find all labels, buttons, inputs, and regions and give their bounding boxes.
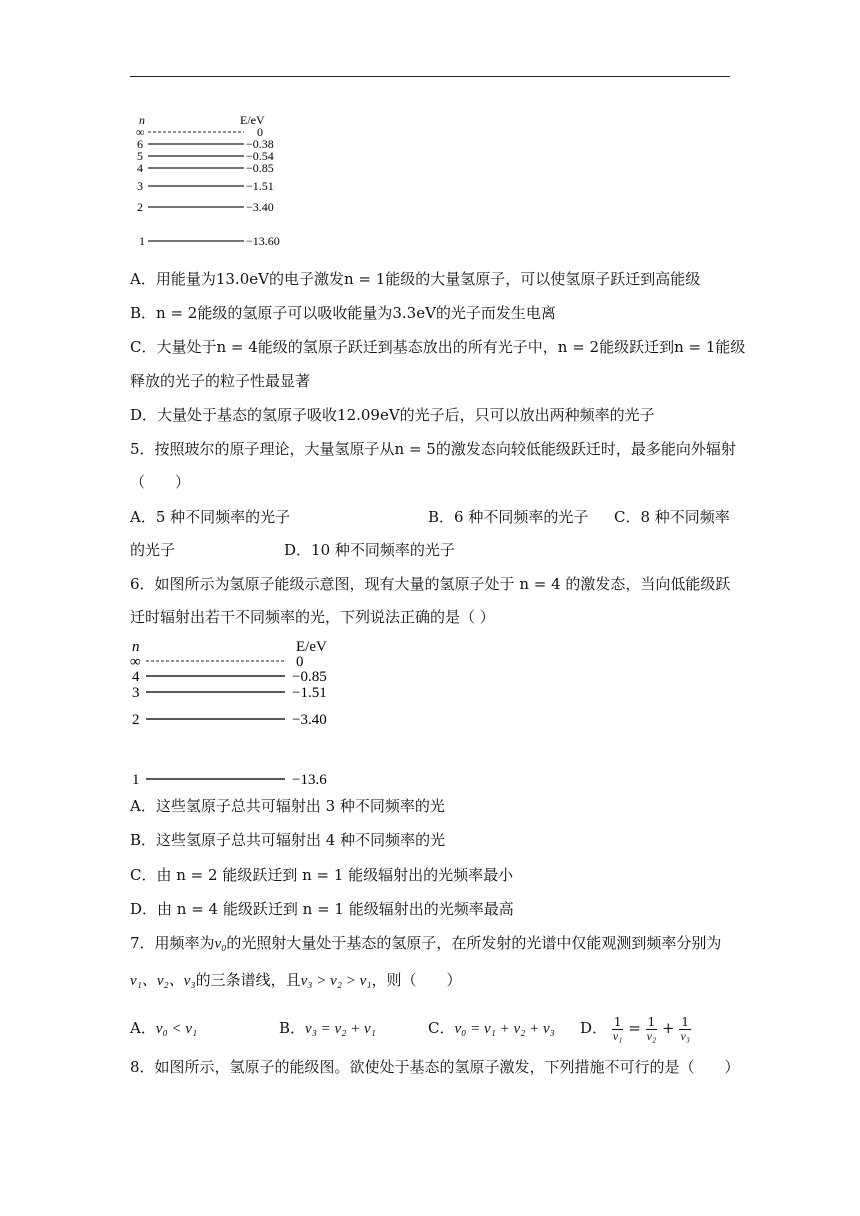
level-e-4: −0.85: [292, 669, 327, 685]
nu-symbols: ν₁、ν₂、ν₃: [130, 973, 196, 989]
denominator: ν₃: [680, 1028, 690, 1043]
nu-inequality: ν₃ > ν₂ > ν₁: [300, 973, 372, 989]
level-e-4: −0.85: [246, 161, 274, 175]
energy-level-diagram-2: [130, 634, 360, 790]
q5-stem-line2: （ ）: [130, 473, 191, 491]
plus-sign: +: [662, 1019, 675, 1037]
q7-stem-text-a: 7．用频率为: [130, 934, 215, 952]
q5-option-c-line1: C．8 种不同频率: [614, 508, 730, 526]
q7-option-c: [428, 1018, 555, 1039]
q5-option-b: B．6 种不同频率的光子: [428, 508, 589, 526]
n-axis-label: n: [132, 639, 140, 655]
q7-option-d: [580, 1010, 691, 1046]
level-e-inf: 0: [257, 125, 263, 139]
q6-option-b: B．这些氢原子总共可辐射出 4 种不同频率的光: [130, 831, 446, 849]
denominator: ν₂: [646, 1028, 657, 1043]
q5-option-d: D．10 种不同频率的光子: [284, 541, 455, 559]
q6-option-d: D．由 n = 4 能级跃迁到 n = 1 能级辐射出的光频率最高: [130, 900, 514, 918]
q6-option-a: A．这些氢原子总共可辐射出 3 种不同频率的光: [130, 797, 445, 815]
q7-stem-line2: [130, 970, 462, 991]
q7-formula-b: ν₃ = ν₂ + ν₁: [305, 1021, 376, 1037]
q7-stem-text-d: ，则（ ）: [371, 971, 462, 989]
q4-option-c-line1: C．大量处于n = 4能级的氢原子跃迁到基态放出的所有光子中，n = 2能级跃迁到n = 1能级: [130, 338, 746, 356]
level-e-1: −13.6: [292, 772, 327, 788]
q4-option-c-line2: 释放的光子的粒子性最显著: [130, 372, 311, 390]
level-e-2: −3.40: [292, 712, 327, 728]
q4-option-a: A．用能量为13.0eV的电子激发n = 1能级的大量氢原子，可以使氢原子跃迁到高能级: [130, 270, 701, 288]
level-e-inf: 0: [296, 654, 304, 670]
q8-stem: 8．如图所示，氢原子的能级图。欲使处于基态的氢原子激发，下列措施不可行的是（ ）: [130, 1058, 740, 1076]
equals-sign: =: [628, 1019, 641, 1037]
level-n-1: 1: [132, 772, 140, 788]
fraction-1-over-nu2: [646, 1016, 658, 1043]
level-e-5: −0.54: [246, 149, 274, 163]
option-label: A．: [130, 1019, 156, 1037]
level-n-inf: ∞: [130, 654, 141, 670]
level-e-2: −3.40: [246, 200, 274, 214]
level-e-1: −13.60: [246, 234, 280, 248]
energy-axis-label: E/eV: [296, 639, 327, 655]
q4-option-d: D．大量处于基态的氢原子吸收12.09eV的光子后，只可以放出两种频率的光子: [130, 406, 655, 424]
energy-level-diagram-1: [130, 110, 330, 252]
option-label: C．: [428, 1019, 455, 1037]
n-axis-label: n: [139, 113, 145, 127]
level-n-4: 4: [137, 161, 143, 175]
q7-stem-text-b: 的光照射大量处于基态的氢原子，在所发射的光谱中仅能观测到频率分别为: [226, 934, 722, 952]
q5-option-c-line2: 的光子: [130, 541, 176, 559]
q6-option-c: C．由 n = 2 能级跃迁到 n = 1 能级辐射出的光频率最小: [130, 866, 514, 884]
q5-stem-line1: 5．按照玻尔的原子理论，大量氢原子从n = 5的激发态向较低能级跃迁时，最多能向外辐射: [130, 440, 736, 458]
nu0-symbol: ν₀: [214, 936, 227, 952]
q5-option-a: A．5 种不同频率的光子: [130, 508, 291, 526]
q7-stem-text-c: 的三条谱线，且: [195, 971, 301, 989]
level-n-2: 2: [132, 712, 140, 728]
denominator: ν₁: [612, 1028, 623, 1043]
q7-option-b: [279, 1018, 376, 1039]
header-rule: [130, 76, 730, 77]
option-label: D．: [580, 1019, 608, 1037]
q7-formula-c: ν₀ = ν₁ + ν₂ + ν₃: [454, 1021, 555, 1037]
level-n-5: 5: [137, 149, 143, 163]
q6-stem-line1: 6．如图所示为氢原子能级示意图，现有大量的氢原子处于 n = 4 的激发态，当向低能级跃: [130, 575, 731, 593]
numerator: 1: [647, 1014, 656, 1029]
level-n-1: 1: [139, 234, 145, 248]
level-n-3: 3: [132, 685, 140, 701]
q7-formula-a: ν₀ < ν₁: [155, 1021, 198, 1037]
level-e-3: −1.51: [292, 685, 327, 701]
level-n-4: 4: [132, 669, 140, 685]
level-e-3: −1.51: [246, 179, 274, 193]
level-e-6: −0.38: [246, 137, 274, 151]
level-n-inf: ∞: [136, 125, 145, 139]
q6-stem-line2: 迁时辐射出若干不同频率的光，下列说法正确的是（ ）: [130, 608, 495, 626]
q7-option-a: [130, 1018, 197, 1039]
numerator: 1: [613, 1014, 622, 1029]
q4-option-b: B．n = 2能级的氢原子可以吸收能量为3.3eV的光子而发生电离: [130, 304, 556, 322]
q7-stem-line1: [130, 933, 721, 954]
fraction-1-over-nu3: [679, 1016, 691, 1043]
level-n-6: 6: [137, 137, 143, 151]
level-n-3: 3: [137, 179, 143, 193]
energy-axis-label: E/eV: [240, 113, 265, 127]
fraction-1-over-nu1: [612, 1016, 624, 1043]
numerator: 1: [681, 1014, 690, 1029]
option-label: B．: [279, 1019, 306, 1037]
level-n-2: 2: [137, 200, 143, 214]
